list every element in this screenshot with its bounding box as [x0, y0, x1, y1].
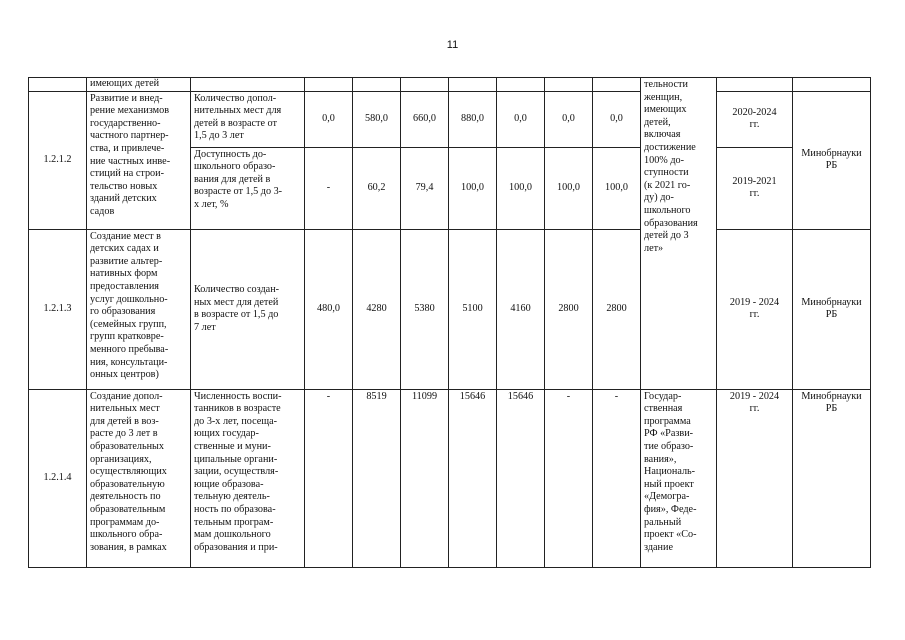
cell-value: 580,0	[353, 91, 401, 147]
cell-value: 100,0	[593, 147, 641, 229]
cell-value: 4160	[497, 229, 545, 389]
cell-value: 100,0	[449, 147, 497, 229]
cell-responsible: Минобрнауки РБ	[793, 91, 871, 229]
table-row	[29, 389, 871, 567]
page-number: 11	[446, 39, 459, 51]
cell-value: 480,0	[305, 229, 353, 389]
cell-period: 2019 - 2024 гг.	[717, 389, 793, 567]
cell-value: 880,0	[449, 91, 497, 147]
cell-description: Создание допол- нительных мест для детей в воз- расте до 3 лет в образовательных организациях, осуществляющих образовательную деятельность по образовательным программам до- школьного обра- зования, в рамках	[87, 389, 191, 567]
cell-value	[401, 78, 449, 92]
cell-value: 0,0	[593, 91, 641, 147]
cell-value: 0,0	[305, 91, 353, 147]
cell-num: 1.2.1.3	[29, 229, 87, 389]
cell-value: 11099	[401, 389, 449, 567]
cell-indicator	[191, 78, 305, 92]
cell-value: -	[305, 389, 353, 567]
cell-value	[593, 78, 641, 92]
cell-indicator: Количество создан- ных мест для детей в возрасте от 1,5 до 7 лет	[191, 229, 305, 389]
cell-value: 0,0	[545, 91, 593, 147]
cell-indicator: Доступность до- школьного образо- вания для детей в возрасте от 1,5 до 3- х лет, %	[191, 147, 305, 229]
cell-num: 1.2.1.4	[29, 389, 87, 567]
cell-period: 2020-2024 гг.	[717, 91, 793, 147]
cell-period: 2019-2021 гг.	[717, 147, 793, 229]
cell-value: 60,2	[353, 147, 401, 229]
program-table	[28, 77, 871, 568]
cell-value: 660,0	[401, 91, 449, 147]
cell-goal: Государ- ственная программа РФ «Разви- тие образо- вания», Националь- ный проект «Демогра- фия», Феде- ральный проект «Со- здание	[641, 389, 717, 567]
cell-value: 5380	[401, 229, 449, 389]
cell-value: -	[305, 147, 353, 229]
cell-indicator: Численность воспи- танников в возрасте до 3-х лет, посеща- ющих государ- ственные и муни- ципальные органи- зации, осуществля- ющие образова- тельную деятель- ность по образова- тельным програм- мам дошкольного образования и при-	[191, 389, 305, 567]
cell-value	[305, 78, 353, 92]
cell-value: 2800	[593, 229, 641, 389]
cell-goal: тельности женщин, имеющих детей, включая достижение 100% до- ступности (к 2021 го- ду) до- школьного образования детей до 3 лет»	[641, 78, 717, 390]
cell-value	[497, 78, 545, 92]
cell-value: 79,4	[401, 147, 449, 229]
cell-value: 100,0	[497, 147, 545, 229]
cell-value: 15646	[497, 389, 545, 567]
cell-num: 1.2.1.2	[29, 91, 87, 229]
cell-period	[717, 78, 793, 92]
cell-value: -	[593, 389, 641, 567]
cell-responsible	[793, 78, 871, 92]
cell-value: 4280	[353, 229, 401, 389]
cell-num	[29, 78, 87, 92]
cell-responsible: Минобрнауки РБ	[793, 229, 871, 389]
cell-description: Развитие и внед- рение механизмов государственно- частного партнер- ства, и привлече- ние частных инве- стиций на строи- тельство новых зданий детских садов	[87, 91, 191, 229]
cell-value	[353, 78, 401, 92]
cell-value: -	[545, 389, 593, 567]
table-row	[29, 78, 871, 92]
cell-value: 2800	[545, 229, 593, 389]
cell-value: 100,0	[545, 147, 593, 229]
cell-description: Создание мест в детских садах и развитие альтер- нативных форм предоставления услуг дошкольно- го образования (семейных групп, групп кратковре- менного пребыва- ния, консультаци- онных центров)	[87, 229, 191, 389]
cell-value: 15646	[449, 389, 497, 567]
cell-value: 5100	[449, 229, 497, 389]
cell-indicator: Количество допол- нительных мест для детей в возрасте от 1,5 до 3 лет	[191, 91, 305, 147]
cell-value: 8519	[353, 389, 401, 567]
table-row	[29, 91, 871, 147]
table-row	[29, 229, 871, 389]
cell-description: имеющих детей	[87, 78, 191, 92]
cell-responsible: Минобрнауки РБ	[793, 389, 871, 567]
cell-period: 2019 - 2024 гг.	[717, 229, 793, 389]
cell-value: 0,0	[497, 91, 545, 147]
cell-value	[545, 78, 593, 92]
cell-value	[449, 78, 497, 92]
